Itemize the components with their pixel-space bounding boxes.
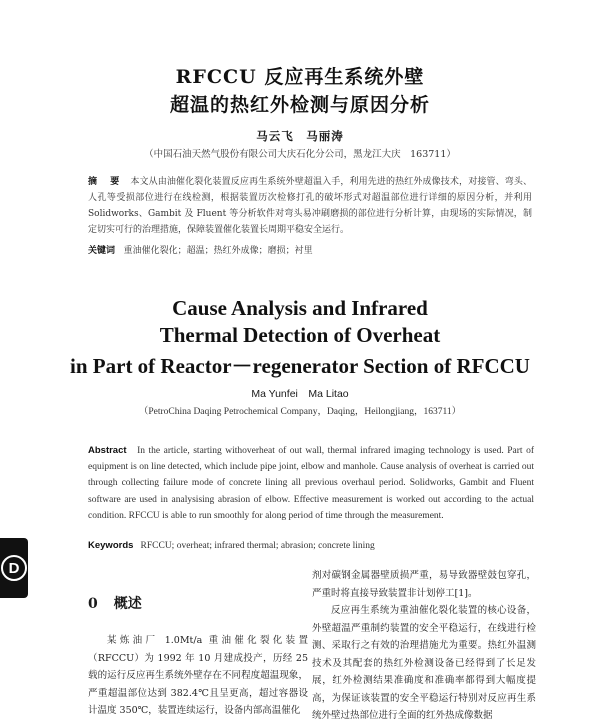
keywords-cn-text: 重油催化裂化；超温；热红外成像；磨损；衬里: [123, 246, 313, 256]
title-cn-line1: RFCCU 反应再生系统外壁: [175, 66, 425, 88]
body-right-column: [312, 567, 536, 725]
authors-en: Ma Yunfei Ma Litao: [251, 388, 349, 400]
title-cn-line2: 超温的热红外检测与原因分析: [169, 94, 430, 116]
abstract-en-label: Abstract: [88, 445, 127, 456]
section-title: 概述: [113, 596, 142, 612]
title-en-line2: Thermal Detection of Overheat: [159, 323, 441, 347]
abstract-cn-label: 摘 要: [88, 177, 122, 187]
title-en-line3: in Part of Reactor－regenerator Section of RFCCU: [70, 354, 530, 378]
authors-cn: 马云飞 马丽涛: [256, 129, 344, 143]
keywords-cn: [88, 243, 532, 256]
abstract-en-text: In the article, starting withoverheat of out wall, thermal infrared imaging technology is used. Part of equipment is on line detected, which include pipe joint, elbow and manhole. Cause analysis of overheat is carried out through collecting failure mode of concrete lining all previous overhaul period. Solidworks, Gambit and Fluent software are used in analysising abrasion of elbow. Effective measurement is worked out according to the actual condition. RFCCU is able to run smoothly for along period of time through the measurement.: [88, 446, 534, 521]
abstract-cn-text: 本文从由油催化裂化装置反应再生系统外壁超温入手，利用先进的热红外成像技术，对接管、弯头、人孔等受损部位进行在线检测，根据装置历次检修打孔的破坏形式对超温部位进行详细的原因分析，并利用 Solidworks、Gambit 及 Fluent 等分析软件对弯头易冲刷磨损的部位进行分析计算，由现场的实际情况，制定切实可行的治理措施，保障装置催化装置长周期平稳安全运行。: [88, 177, 532, 235]
affiliation-cn: （中国石油天然气股份有限公司大庆石化分公司，黑龙江大庆 163711）: [144, 149, 456, 160]
affiliation-en: （PetroChina Daqing Petrochemical Company，Daqing，Heilongjiang，163711）: [138, 407, 462, 417]
side-tab-letter: [0, 552, 28, 584]
side-tab-letter-d: D: [1, 555, 27, 581]
body-right-paragraph-2: 反应再生系统为重油催化裂化装置的核心设备，外壁超温严重制约装置的安全平稳运行，在线进行检测、采取行之有效的治理措施尤为重要。热红外温测技术及其配套的热红外检测设备已经得到了长足发展，红外检测结果准确度和准确率都得到大幅度提高，为保证该装置的安全平稳运行特别对反应再生系统外壁过热部位进行全面的红外热成像数据: [312, 605, 536, 721]
body-right-paragraph-1: 剂对碳钢金属器壁质损严重，易导致器壁鼓包穿孔，严重时将直接导致装置非计划停工[1]。: [312, 570, 536, 599]
body-left-column: 某炼油厂 1.0Mt/a 重油催化裂化装置（RFCCU）为 1992 年 10 月建成投产，历经 25 载的运行反应再生系统外壁存在不同程度超温现象，严重超温部位达到 382.4℃且呈更高，超过容器设计温度 350℃，装置连续运行，设备内部高温催化: [88, 635, 308, 716]
abstract-en: [88, 443, 534, 524]
keywords-en-label: Keywords: [88, 540, 134, 551]
keywords-cn-label: 关键词: [88, 246, 116, 256]
title-en-line1: Cause Analysis and Infrared: [172, 296, 428, 320]
section-number: 0: [88, 596, 98, 612]
keywords-en-text: RFCCU; overheat; infrared thermal; abrasion; concrete lining: [140, 541, 375, 551]
abstract-cn: [88, 174, 532, 238]
keywords-en: [88, 540, 534, 551]
section-heading: [88, 593, 142, 613]
